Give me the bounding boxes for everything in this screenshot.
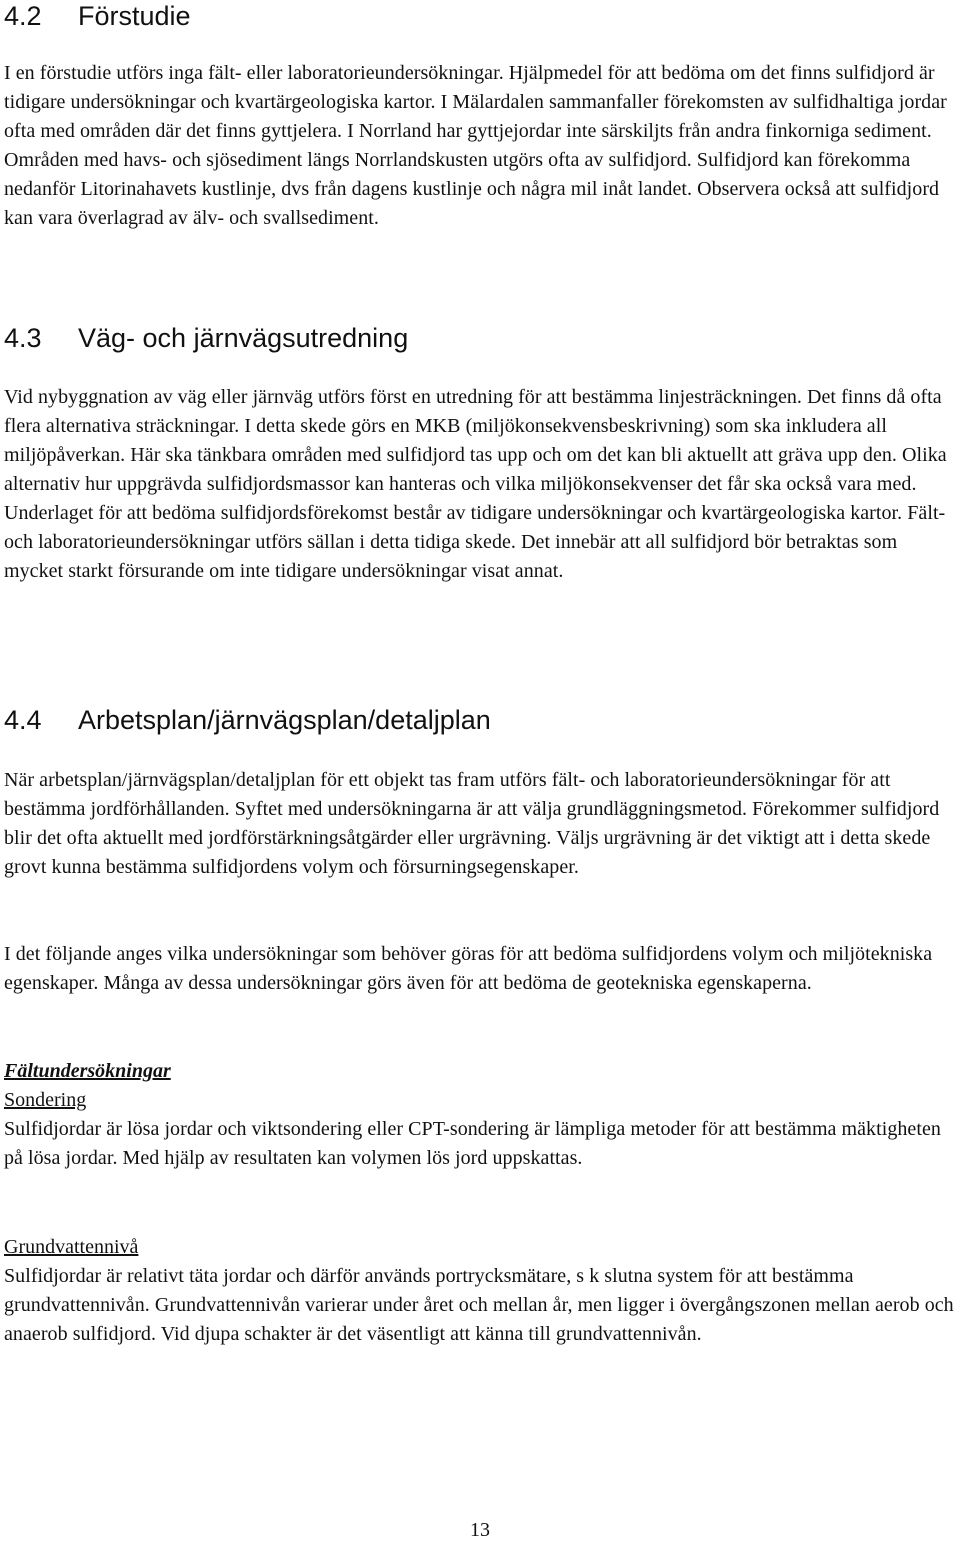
- sondering-text: Sulfidjordar är lösa jordar och viktsondering eller CPT-sondering är lämpliga metoder för att bestämma mäktigheten på lösa jordar. Med hjälp av resultaten kan volymen lös jord uppskattas.: [4, 1118, 941, 1169]
- groundwater-block: [4, 1233, 954, 1349]
- section-4-3: [4, 322, 954, 354]
- section-4-4-body-2: [4, 940, 954, 998]
- field-investigations-heading: Fältundersökningar: [4, 1060, 171, 1082]
- section-heading: [4, 0, 954, 32]
- paragraph: I en förstudie utförs inga fält- eller laboratorieundersökningar. Hjälpmedel för att bedöma om det finns sulfidjord är tidigare undersökningar och kvartärgeologiska kartor. I Mälardalen sammanfaller förekomsten av sulfidhaltiga jordar ofta med områden där det finns gyttjelera. I Norrland har gyttjejordar inte särskiljts från andra finkorniga sediment. Områden med havs- och sjösediment längs Norrlandskusten utgörs ofta av sulfidjord. Sulfidjord kan förekomma nedanför Litorinahavets kustlinje, dvs från dagens kustlinje och några mil inåt landet. Observera också att sulfidjord kan vara överlagrad av älv- och svallsediment.: [4, 62, 947, 229]
- section-number: 4.2: [4, 1, 42, 31]
- section-4-4-body-1: [4, 766, 954, 882]
- sondering-title: Sondering: [4, 1089, 87, 1111]
- section-number: 4.4: [4, 705, 42, 735]
- section-heading: [4, 322, 954, 354]
- paragraph: Vid nybyggnation av väg eller järnväg utförs först en utredning för att bestämma linjesträckningen. Det finns då ofta flera alternativa sträckningar. I detta skede görs en MKB (miljökonsekvensbeskrivning) som ska inkludera all miljöpåverkan. Här ska tänkbara områden med sulfidjord tas upp och om det kan bli aktuellt att gräva upp den. Olika alternativ hur uppgrävda sulfidjordsmassor kan hanteras och vilka miljökonsekvenser det får ska också vara med. Underlaget för att bedöma sulfidjordsförekomst består av tidigare undersökningar och kvartärgeologiska kartor. Fält- och laboratorieundersökningar utförs sällan i detta tidiga skede. Det innebär att all sulfidjord bör betraktas som mycket starkt försurande om inte tidigare undersökningar visat annat.: [4, 386, 947, 582]
- section-4-4: [4, 704, 954, 736]
- grundvatten-text: Sulfidjordar är relativt täta jordar och därför används portrycksmätare, s k slutna system för att bestämma grundvattennivån. Grundvattennivån varierar under året och mellan år, men ligger i övergångszonen mellan aerob och anaerob sulfidjord. Vid djupa schakter är det väsentligt att känna till grundvattennivån.: [4, 1265, 954, 1345]
- page-number: 13: [470, 1519, 490, 1541]
- section-title: Förstudie: [78, 1, 191, 31]
- section-title: Arbetsplan/järnvägsplan/detaljplan: [78, 705, 491, 735]
- paragraph: När arbetsplan/järnvägsplan/detaljplan för ett objekt tas fram utförs fält- och laboratorieundersökningar för att bestämma jordförhållanden. Syftet med undersökningarna är att välja grundläggningsmetod. Förekommer sulfidjord blir det ofta aktuellt med jordförstärkningsåtgärder eller urgrävning. Väljs urgrävning är det viktigt att i detta skede grovt kunna bestämma sulfidjordens volym och försurningsegenskaper.: [4, 769, 940, 878]
- paragraph: I det följande anges vilka undersökningar som behöver göras för att bedöma sulfidjordens volym och miljötekniska egenskaper. Många av dessa undersökningar görs även för att bedöma de geotekniska egenskaperna.: [4, 943, 933, 994]
- field-investigations: [4, 1057, 954, 1173]
- section-title: Väg- och järnvägsutredning: [78, 323, 409, 353]
- section-number: 4.3: [4, 323, 42, 353]
- section-4-2: [4, 0, 954, 32]
- section-4-3-body: [4, 383, 954, 586]
- section-heading: [4, 704, 954, 736]
- section-4-2-body: [4, 59, 954, 233]
- grundvatten-title: Grundvattennivå: [4, 1236, 139, 1258]
